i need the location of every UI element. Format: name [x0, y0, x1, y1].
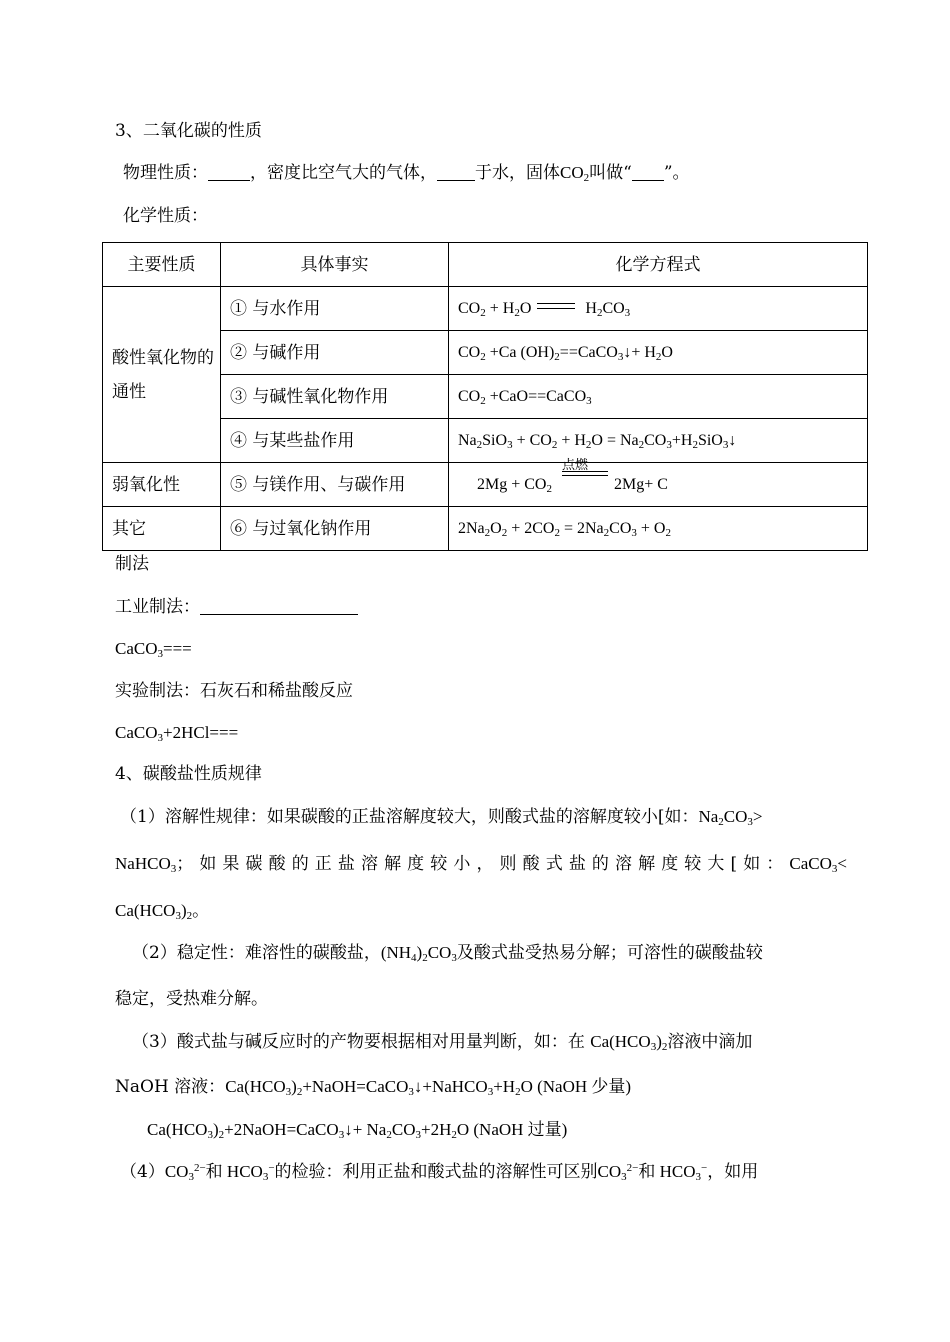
equation-cell: $2Na_2O_2 + 2CO_2 = 2Na_2CO_3 + O_2$: [449, 507, 868, 551]
rule4-line1: $(4)CO_3^{2-}$和 $HCO_3^-$的检验：利用正盐和酸式盐的溶解性可区别$CO_3^{2-}$和 $HCO_3^-$，如用: [120, 1162, 759, 1183]
equation-cell: $CO_2$ +CaO==CaCO$_3$: [449, 375, 868, 419]
rule3-line3: $Ca(HCO_3)_2+2NaOH=CaCO_3↓+ Na_2CO_3+2H_2O$ (NaOH 过量): [147, 1120, 568, 1141]
blank-3[interactable]: [632, 162, 664, 181]
reversible-arrow-icon: [537, 301, 575, 311]
group-acidic-oxide: 酸性氧化物的通性: [103, 287, 221, 463]
table-row: [103, 463, 868, 507]
rule2-line1: （2）稳定性：难溶性的碳酸盐，$(NH_4)_2CO_3$及酸式盐受热易分解；可溶性的碳酸盐较: [132, 943, 763, 964]
industrial-prep: 工业制法：: [115, 596, 358, 618]
header-equation: 化学方程式: [449, 243, 868, 287]
co2-properties-table: [102, 242, 868, 551]
rule1-line1: （1）溶解性规律：如果碳酸的正盐溶解度较大，则酸式盐的溶解度较小[如：$Na_2CO_3>$: [120, 807, 763, 828]
rule3-line1: （3）酸式盐与碱反应时的产物要根据相对用量判断，如：在 $Ca(HCO_3)_2$溶液中滴加: [132, 1032, 753, 1053]
blank-1[interactable]: [208, 162, 250, 181]
rule1-line3: $Ca(HCO_3)_2$。: [115, 901, 210, 922]
equation-cell: $CO_2 +Ca$ $(OH)_2==CaCO_3↓+ H_2O$: [449, 331, 868, 375]
equation-cell: $CO_2 + H_2O$ $H_2CO_3$: [449, 287, 868, 331]
group-other: 其它: [103, 507, 221, 551]
fact-cell: ② 与碱作用: [221, 331, 449, 375]
fact-cell: ③ 与碱性氧化物作用: [221, 375, 449, 419]
table-header-row: [103, 243, 868, 287]
fact-cell: ④ 与某些盐作用: [221, 419, 449, 463]
rule3-line2: NaOH 溶液：$Ca(HCO_3)_2+NaOH=CaCO_3↓+NaHCO_3+H_2O$ (NaOH 少量): [115, 1077, 632, 1098]
chemical-label: 化学性质：: [123, 206, 208, 226]
ignition-arrow-icon: 点燃: [562, 475, 608, 489]
blank-2[interactable]: [437, 162, 475, 181]
rule2-line2: 稳定，受热难分解。: [115, 989, 268, 1009]
industrial-equation: CaCO$_3$===: [115, 639, 192, 660]
lab-prep: 实验制法：石灰石和稀盐酸反应: [115, 681, 353, 701]
table-row: [103, 287, 868, 331]
fact-cell: ⑤ 与镁作用、与碳作用: [221, 463, 449, 507]
group-weak-oxidizing: 弱氧化性: [103, 463, 221, 507]
fact-cell: ① 与水作用: [221, 287, 449, 331]
rule1-line2: NaHCO$_3$；如果碳酸的正盐溶解度较小，则酸式盐的溶解度较大[如：CaCO$_3$<: [115, 854, 847, 875]
fact-cell: ⑥ 与过氧化钠作用: [221, 507, 449, 551]
blank-industrial[interactable]: [200, 596, 358, 615]
section4-title: 4、碳酸盐性质规律: [115, 764, 262, 784]
lab-equation: CaCO$_3$+2HCl===: [115, 723, 239, 744]
header-fact: 具体事实: [221, 243, 449, 287]
equation-cell: $Na_2SiO_3 + CO_2 + H_2O$ = $Na_2CO_3+H_2SiO_3↓$: [449, 419, 868, 463]
equation-cell: $2Mg + CO_2$ 点燃 2Mg+ C: [449, 463, 868, 507]
prep-title: 制法: [115, 554, 149, 574]
physical-properties: 物理性质： ，密度比空气大的气体， 于水，固体$CO_2$叫做“ ”。: [123, 163, 690, 184]
table-row: [103, 507, 868, 551]
header-main-property: 主要性质: [103, 243, 221, 287]
section3-title: 3、二氧化碳的性质: [115, 121, 262, 141]
